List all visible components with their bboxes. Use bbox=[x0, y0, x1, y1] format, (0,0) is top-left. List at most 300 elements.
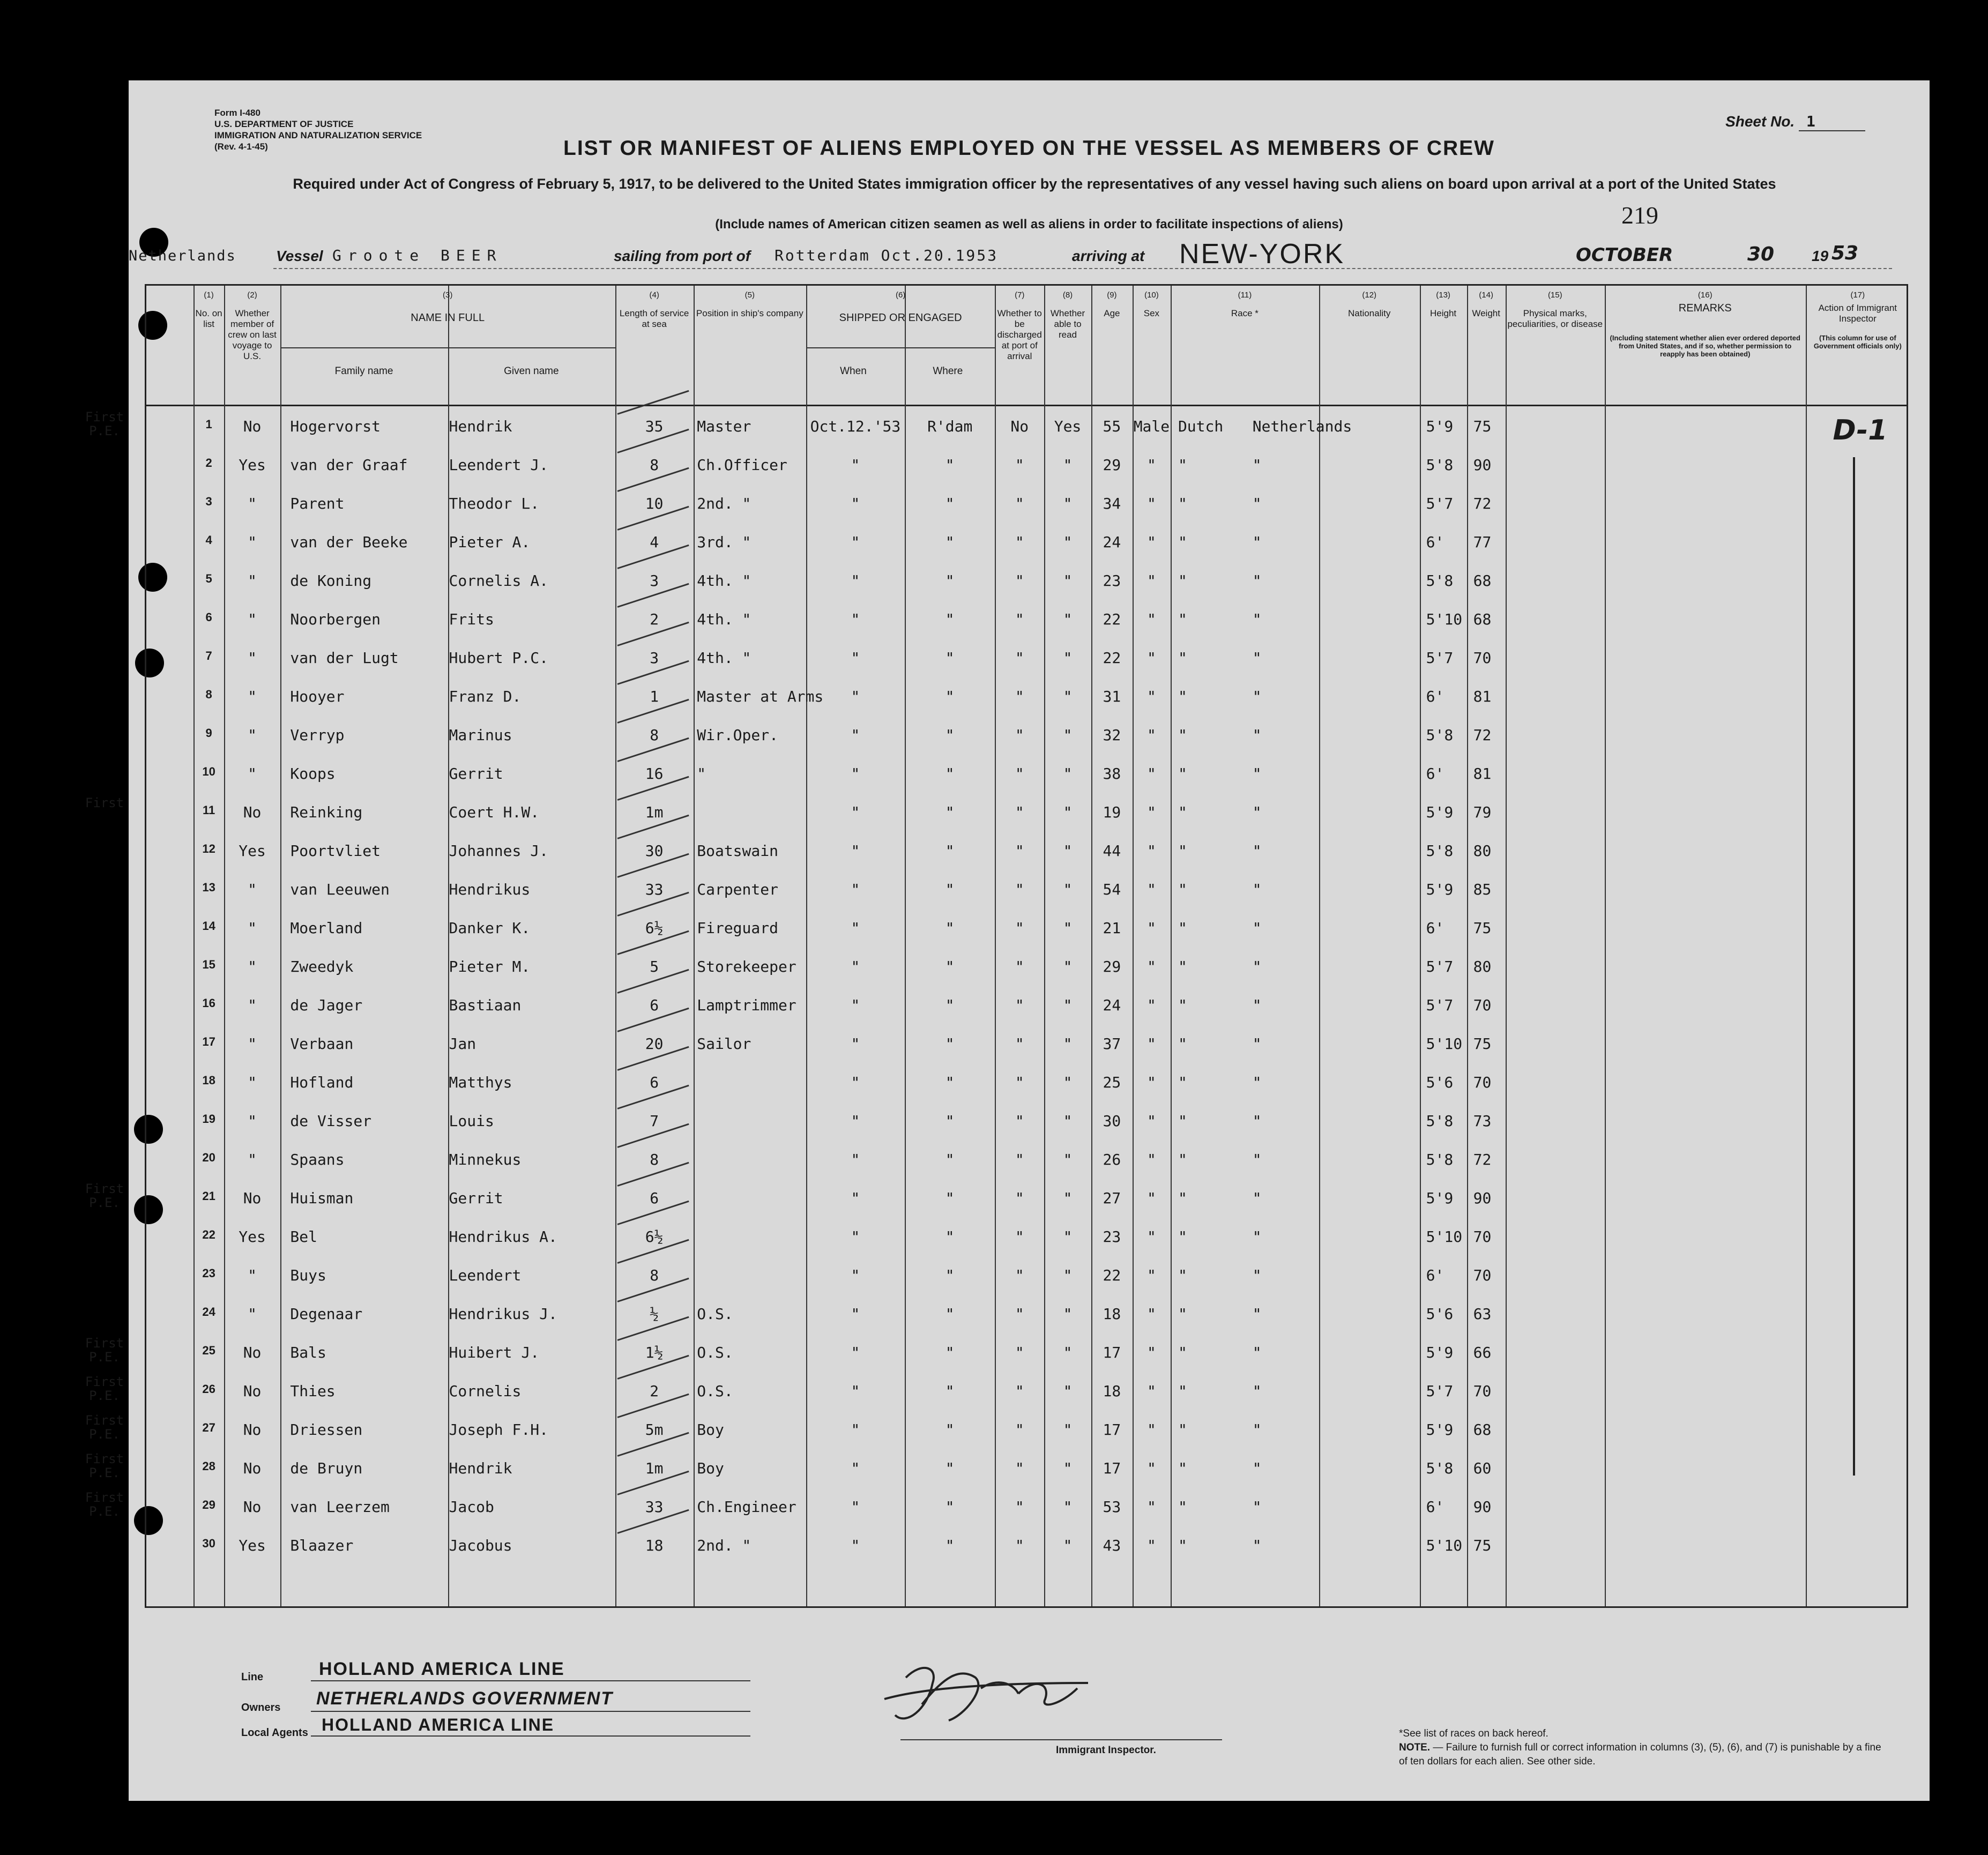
column-header: (12) Nationality bbox=[1348, 290, 1391, 318]
discharged: " bbox=[1015, 1267, 1024, 1284]
age: 44 bbox=[1103, 842, 1121, 860]
row-prefix: First P.E. bbox=[85, 1181, 124, 1210]
table-row bbox=[146, 1218, 1907, 1257]
discharged: " bbox=[1015, 881, 1024, 898]
service-length: 3 bbox=[650, 572, 659, 590]
sex: " bbox=[1146, 1151, 1156, 1168]
sex: " bbox=[1146, 881, 1156, 898]
table-row bbox=[85, 1411, 1907, 1450]
given-name: Cornelis A. bbox=[449, 572, 548, 590]
last-voyage: " bbox=[248, 996, 257, 1014]
race: " bbox=[1178, 842, 1187, 860]
position: Lamptrimmer bbox=[697, 996, 796, 1014]
row-number: 2 bbox=[205, 456, 212, 470]
age: 29 bbox=[1103, 958, 1121, 975]
race: " bbox=[1178, 1459, 1187, 1477]
shipped-where: " bbox=[945, 996, 955, 1014]
last-voyage: " bbox=[248, 881, 257, 898]
vessel-label: Vessel bbox=[276, 248, 323, 264]
family-name: Spaans bbox=[290, 1151, 345, 1168]
able-to-read: " bbox=[1063, 996, 1073, 1014]
race: " bbox=[1178, 1498, 1187, 1516]
given-name: Leendert bbox=[449, 1267, 522, 1284]
last-voyage: " bbox=[248, 1112, 257, 1130]
position: O.S. bbox=[697, 1344, 733, 1361]
year-suffix: 53 bbox=[1831, 242, 1859, 264]
family-name: Verbaan bbox=[290, 1035, 354, 1053]
shipped-when: " bbox=[851, 1305, 860, 1323]
last-voyage: No bbox=[243, 1421, 262, 1439]
service-length: 30 bbox=[645, 842, 664, 860]
family-name: Koops bbox=[290, 765, 336, 783]
given-name: Marinus bbox=[449, 726, 512, 744]
sex: " bbox=[1146, 996, 1156, 1014]
shipped-where: " bbox=[945, 1228, 955, 1246]
sailing-label: sailing from port of bbox=[614, 248, 751, 264]
column-header: (6) SHIPPED OR ENGAGED bbox=[839, 290, 962, 324]
position: 2nd. " bbox=[697, 495, 751, 512]
last-voyage: Yes bbox=[239, 456, 266, 474]
race: " bbox=[1178, 649, 1187, 667]
row-prefix: First P.E. bbox=[85, 1374, 124, 1403]
able-to-read: " bbox=[1063, 1498, 1073, 1516]
nationality: " bbox=[1252, 919, 1262, 937]
table-row bbox=[146, 1295, 1907, 1334]
row-number: 15 bbox=[202, 958, 215, 971]
service-length: 33 bbox=[645, 1498, 664, 1516]
sex: " bbox=[1146, 1112, 1156, 1130]
row-number: 21 bbox=[202, 1189, 215, 1203]
note-text: — Failure to furnish full or correct information in columns (3), (5), (6), and (7) is punishable by a fine of ten dollars for each alien. See other side. bbox=[1399, 1742, 1881, 1767]
row-number: 23 bbox=[202, 1267, 215, 1280]
shipped-where: " bbox=[945, 842, 955, 860]
last-voyage: Yes bbox=[239, 1228, 266, 1246]
sex: " bbox=[1146, 1035, 1156, 1053]
stamp-number: 219 bbox=[1621, 202, 1658, 229]
column-header: (1) No. on list bbox=[195, 290, 222, 329]
shipped-when: " bbox=[851, 1228, 860, 1246]
height: 5'8 bbox=[1426, 456, 1454, 474]
family-name: van Leerzem bbox=[290, 1498, 390, 1516]
position: O.S. bbox=[697, 1382, 733, 1400]
age: 29 bbox=[1103, 456, 1121, 474]
last-voyage: " bbox=[248, 495, 257, 512]
nationality: " bbox=[1252, 881, 1262, 898]
race: " bbox=[1178, 1382, 1187, 1400]
nationality: " bbox=[1252, 803, 1262, 821]
race: " bbox=[1178, 688, 1187, 705]
shipped-where: " bbox=[945, 1035, 955, 1053]
shipped-when: " bbox=[851, 1382, 860, 1400]
height: 5'9 bbox=[1426, 1344, 1454, 1361]
age: 17 bbox=[1103, 1344, 1121, 1361]
height: 6' bbox=[1426, 533, 1445, 551]
position: Ch.Engineer bbox=[697, 1498, 796, 1516]
position: Sailor bbox=[697, 1035, 751, 1053]
family-name: Parent bbox=[290, 495, 345, 512]
race: " bbox=[1178, 726, 1187, 744]
sex: " bbox=[1146, 1189, 1156, 1207]
row-prefix: First P.E. bbox=[85, 1336, 124, 1365]
able-to-read: " bbox=[1063, 572, 1073, 590]
shipped-where: " bbox=[945, 456, 955, 474]
shipped-where: " bbox=[945, 1382, 955, 1400]
column-header: (2) Whether member of crew on last voyage to U.S. bbox=[228, 290, 277, 361]
table-row bbox=[146, 948, 1907, 987]
last-voyage: No bbox=[243, 803, 262, 821]
last-voyage: " bbox=[248, 610, 257, 628]
weight: 80 bbox=[1473, 958, 1492, 975]
family-name: Bel bbox=[290, 1228, 317, 1246]
age: 23 bbox=[1103, 1228, 1121, 1246]
age: 37 bbox=[1103, 1035, 1121, 1053]
race: " bbox=[1178, 881, 1187, 898]
table-row bbox=[146, 639, 1907, 678]
race: " bbox=[1178, 1189, 1187, 1207]
sex: " bbox=[1146, 1344, 1156, 1361]
race: " bbox=[1178, 1305, 1187, 1323]
age: 53 bbox=[1103, 1498, 1121, 1516]
able-to-read: " bbox=[1063, 958, 1073, 975]
inspector-signature bbox=[874, 1645, 1104, 1742]
able-to-read: Yes bbox=[1054, 418, 1082, 435]
able-to-read: " bbox=[1063, 1228, 1073, 1246]
height: 6' bbox=[1426, 688, 1445, 705]
discharged: " bbox=[1015, 842, 1024, 860]
height: 5'6 bbox=[1426, 1074, 1454, 1091]
service-length: 18 bbox=[645, 1537, 664, 1554]
shipped-when: " bbox=[851, 1151, 860, 1168]
voyage-line bbox=[129, 239, 1930, 274]
last-voyage: " bbox=[248, 533, 257, 551]
service-length: 16 bbox=[645, 765, 664, 783]
weight: 66 bbox=[1473, 1344, 1492, 1361]
family-name: Bals bbox=[290, 1344, 326, 1361]
family-name: van der Graaf bbox=[290, 456, 408, 474]
shipped-where: " bbox=[945, 803, 955, 821]
race: " bbox=[1178, 1035, 1187, 1053]
race: " bbox=[1178, 1537, 1187, 1554]
column-header: (13) Height bbox=[1430, 290, 1457, 318]
shipped-where: " bbox=[945, 1267, 955, 1284]
discharged: " bbox=[1015, 1498, 1024, 1516]
age: 43 bbox=[1103, 1537, 1121, 1554]
last-voyage: No bbox=[243, 418, 262, 435]
discharged: " bbox=[1015, 803, 1024, 821]
row-prefix: First bbox=[85, 795, 124, 810]
age: 34 bbox=[1103, 495, 1121, 512]
discharged: " bbox=[1015, 1344, 1024, 1361]
shipped-where: " bbox=[945, 881, 955, 898]
age: 55 bbox=[1103, 418, 1121, 435]
arrival-month: OCTOBER bbox=[1576, 244, 1673, 266]
able-to-read: " bbox=[1063, 1344, 1073, 1361]
sex: " bbox=[1146, 1267, 1156, 1284]
able-to-read: " bbox=[1063, 1459, 1073, 1477]
service-length: 2 bbox=[650, 1382, 659, 1400]
able-to-read: " bbox=[1063, 533, 1073, 551]
service-length: 4 bbox=[650, 533, 659, 551]
nationality: " bbox=[1252, 1537, 1262, 1554]
table-row bbox=[146, 446, 1907, 485]
race: " bbox=[1178, 456, 1187, 474]
last-voyage: Yes bbox=[239, 1537, 266, 1554]
family-name: van der Beeke bbox=[290, 533, 408, 551]
service-length: 20 bbox=[645, 1035, 664, 1053]
able-to-read: " bbox=[1063, 842, 1073, 860]
age: 30 bbox=[1103, 1112, 1121, 1130]
age: 22 bbox=[1103, 649, 1121, 667]
table-row bbox=[146, 1257, 1907, 1295]
able-to-read: " bbox=[1063, 688, 1073, 705]
age: 17 bbox=[1103, 1421, 1121, 1439]
discharged: " bbox=[1015, 533, 1024, 551]
service-length: 10 bbox=[645, 495, 664, 512]
family-name: Blaazer bbox=[290, 1537, 354, 1554]
inspector-label: Immigrant Inspector. bbox=[1056, 1745, 1156, 1756]
able-to-read: " bbox=[1063, 649, 1073, 667]
service-length: 33 bbox=[645, 881, 664, 898]
discharged: " bbox=[1015, 1305, 1024, 1323]
age: 38 bbox=[1103, 765, 1121, 783]
family-name: de Koning bbox=[290, 572, 372, 590]
family-name: Hogervorst bbox=[290, 418, 381, 435]
shipped-where: R'dam bbox=[927, 418, 973, 435]
inspector-mark: D-1 bbox=[1833, 414, 1888, 446]
age: 24 bbox=[1103, 533, 1121, 551]
service-length: 1m bbox=[645, 1459, 664, 1477]
shipped-where: " bbox=[945, 919, 955, 937]
able-to-read: " bbox=[1063, 1537, 1073, 1554]
given-name: Cornelis bbox=[449, 1382, 522, 1400]
sex: " bbox=[1146, 1305, 1156, 1323]
shipped-when: " bbox=[851, 688, 860, 705]
sex: " bbox=[1146, 495, 1156, 512]
service-length: 2 bbox=[650, 610, 659, 628]
include-note: (Include names of American citizen seamen as well as aliens in order to facilitate inspections of aliens) bbox=[715, 217, 1343, 232]
position: 4th. " bbox=[697, 649, 751, 667]
discharged: " bbox=[1015, 1074, 1024, 1091]
form-number: Form I-480 bbox=[214, 108, 260, 118]
discharged: " bbox=[1015, 456, 1024, 474]
column-header: (15) Physical marks, peculiarities, or disease bbox=[1507, 290, 1603, 329]
shipped-when: " bbox=[851, 1459, 860, 1477]
height: 5'9 bbox=[1426, 1189, 1454, 1207]
family-name: Degenaar bbox=[290, 1305, 363, 1323]
shipped-where: " bbox=[945, 1537, 955, 1554]
nationality: " bbox=[1252, 1074, 1262, 1091]
agents-value: HOLLAND AMERICA LINE bbox=[322, 1715, 555, 1734]
able-to-read: " bbox=[1063, 456, 1073, 474]
column-header: (9) Age bbox=[1104, 290, 1120, 318]
weight: 90 bbox=[1473, 1189, 1492, 1207]
table-row bbox=[146, 485, 1907, 524]
table-row bbox=[146, 601, 1907, 639]
sex: " bbox=[1146, 610, 1156, 628]
nationality: " bbox=[1252, 610, 1262, 628]
discharged: " bbox=[1015, 649, 1024, 667]
age: 18 bbox=[1103, 1382, 1121, 1400]
family-name: van Leeuwen bbox=[290, 881, 390, 898]
service-length: 7 bbox=[650, 1112, 659, 1130]
position: Boy bbox=[697, 1421, 724, 1439]
weight: 90 bbox=[1473, 456, 1492, 474]
table-row bbox=[146, 678, 1907, 717]
given-name: Louis bbox=[449, 1112, 494, 1130]
family-name: Thies bbox=[290, 1382, 336, 1400]
last-voyage: " bbox=[248, 1035, 257, 1053]
nationality: " bbox=[1252, 1498, 1262, 1516]
shipped-where: " bbox=[945, 1459, 955, 1477]
height: 5'6 bbox=[1426, 1305, 1454, 1323]
nationality: " bbox=[1252, 1305, 1262, 1323]
column-header: (4) Length of service at sea bbox=[619, 290, 689, 329]
column-subheader: Where bbox=[933, 366, 963, 377]
service-length: 8 bbox=[650, 1151, 659, 1168]
table-row bbox=[146, 1025, 1907, 1064]
discharged: " bbox=[1015, 996, 1024, 1014]
height: 5'7 bbox=[1426, 1382, 1454, 1400]
discharged: " bbox=[1015, 610, 1024, 628]
shipped-when: " bbox=[851, 1421, 860, 1439]
weight: 70 bbox=[1473, 649, 1492, 667]
row-number: 7 bbox=[205, 649, 212, 662]
shipped-when: " bbox=[851, 1537, 860, 1554]
position: 4th. " bbox=[697, 610, 751, 628]
shipped-where: " bbox=[945, 649, 955, 667]
service-length: ½ bbox=[650, 1305, 659, 1323]
family-name: Moerland bbox=[290, 919, 363, 937]
race: " bbox=[1178, 1151, 1187, 1168]
shipped-when: " bbox=[851, 1344, 860, 1361]
able-to-read: " bbox=[1063, 881, 1073, 898]
row-number: 30 bbox=[202, 1537, 215, 1550]
row-number: 20 bbox=[202, 1151, 215, 1164]
year-prefix: 19 bbox=[1812, 248, 1829, 264]
age: 23 bbox=[1103, 572, 1121, 590]
weight: 73 bbox=[1473, 1112, 1492, 1130]
column-note: (Including statement whether alien ever ordered deported from United States, and if so, whether permission to reapply has been obtained) bbox=[1610, 334, 1800, 358]
shipped-when: " bbox=[851, 572, 860, 590]
port-field: Rotterdam Oct.20.1953 bbox=[775, 247, 999, 264]
weight: 68 bbox=[1473, 610, 1492, 628]
note-label: NOTE. bbox=[1399, 1742, 1431, 1753]
height: 5'8 bbox=[1426, 726, 1454, 744]
shipped-where: " bbox=[945, 1305, 955, 1323]
age: 32 bbox=[1103, 726, 1121, 744]
shipped-when: " bbox=[851, 919, 860, 937]
crew-manifest-table bbox=[85, 284, 1908, 1608]
row-number: 11 bbox=[202, 803, 215, 817]
discharged: " bbox=[1015, 1382, 1024, 1400]
shipped-where: " bbox=[945, 572, 955, 590]
last-voyage: " bbox=[248, 1267, 257, 1284]
table-row bbox=[146, 1102, 1907, 1141]
table-row bbox=[146, 832, 1907, 871]
weight: 68 bbox=[1473, 1421, 1492, 1439]
arriving-label: arriving at bbox=[1072, 248, 1145, 264]
shipped-where: " bbox=[945, 726, 955, 744]
sex: " bbox=[1146, 1074, 1156, 1091]
service-length: 1 bbox=[650, 688, 659, 705]
sex: " bbox=[1146, 958, 1156, 975]
position: O.S. bbox=[697, 1305, 733, 1323]
service-length: 6½ bbox=[645, 919, 664, 937]
owners-label: Owners bbox=[241, 1702, 281, 1714]
row-number: 13 bbox=[202, 881, 215, 894]
position: Carpenter bbox=[697, 881, 778, 898]
last-voyage: " bbox=[248, 1305, 257, 1323]
able-to-read: " bbox=[1063, 765, 1073, 783]
sex: " bbox=[1146, 1382, 1156, 1400]
weight: 60 bbox=[1473, 1459, 1492, 1477]
nationality: " bbox=[1252, 649, 1262, 667]
race: " bbox=[1178, 1421, 1187, 1439]
nationality: " bbox=[1252, 842, 1262, 860]
height: 5'8 bbox=[1426, 1151, 1454, 1168]
able-to-read: " bbox=[1063, 803, 1073, 821]
service-length: 1½ bbox=[645, 1344, 664, 1361]
sex: " bbox=[1146, 533, 1156, 551]
owners-value: NETHERLANDS GOVERNMENT bbox=[316, 1688, 614, 1709]
weight: 75 bbox=[1473, 919, 1492, 937]
row-number: 29 bbox=[202, 1498, 215, 1511]
position: Fireguard bbox=[697, 919, 778, 937]
weight: 70 bbox=[1473, 1267, 1492, 1284]
discharged: " bbox=[1015, 726, 1024, 744]
shipped-when: " bbox=[851, 726, 860, 744]
race: " bbox=[1178, 1074, 1187, 1091]
family-name: Hofland bbox=[290, 1074, 354, 1091]
row-number: 18 bbox=[202, 1074, 215, 1087]
weight: 79 bbox=[1473, 803, 1492, 821]
nationality: " bbox=[1252, 1228, 1262, 1246]
shipped-when: " bbox=[851, 1035, 860, 1053]
family-name: van der Lugt bbox=[290, 649, 399, 667]
able-to-read: " bbox=[1063, 919, 1073, 937]
shipped-when: " bbox=[851, 765, 860, 783]
race: " bbox=[1178, 1228, 1187, 1246]
position: Master at Arms bbox=[697, 688, 824, 705]
family-name: Hooyer bbox=[290, 688, 345, 705]
discharged: " bbox=[1015, 1151, 1024, 1168]
race: " bbox=[1178, 1344, 1187, 1361]
shipped-when: " bbox=[851, 996, 860, 1014]
race: " bbox=[1178, 765, 1187, 783]
discharged: " bbox=[1015, 958, 1024, 975]
race: " bbox=[1178, 610, 1187, 628]
able-to-read: " bbox=[1063, 726, 1073, 744]
nationality: " bbox=[1252, 1421, 1262, 1439]
shipped-when: " bbox=[851, 1498, 860, 1516]
weight: 85 bbox=[1473, 881, 1492, 898]
last-voyage: " bbox=[248, 765, 257, 783]
row-number: 17 bbox=[202, 1035, 215, 1048]
column-subheader: When bbox=[840, 366, 867, 377]
service-length: 1m bbox=[645, 803, 664, 821]
nationality: " bbox=[1252, 688, 1262, 705]
position: Boy bbox=[697, 1459, 724, 1477]
able-to-read: " bbox=[1063, 1112, 1073, 1130]
service-length: 6 bbox=[650, 1074, 659, 1091]
row-number: 24 bbox=[202, 1305, 215, 1318]
sheet-value: 1 bbox=[1799, 113, 1865, 131]
service-length: 5m bbox=[645, 1421, 664, 1439]
discharged: " bbox=[1015, 1112, 1024, 1130]
nationality: " bbox=[1252, 1459, 1262, 1477]
last-voyage: " bbox=[248, 572, 257, 590]
weight: 72 bbox=[1473, 1151, 1492, 1168]
